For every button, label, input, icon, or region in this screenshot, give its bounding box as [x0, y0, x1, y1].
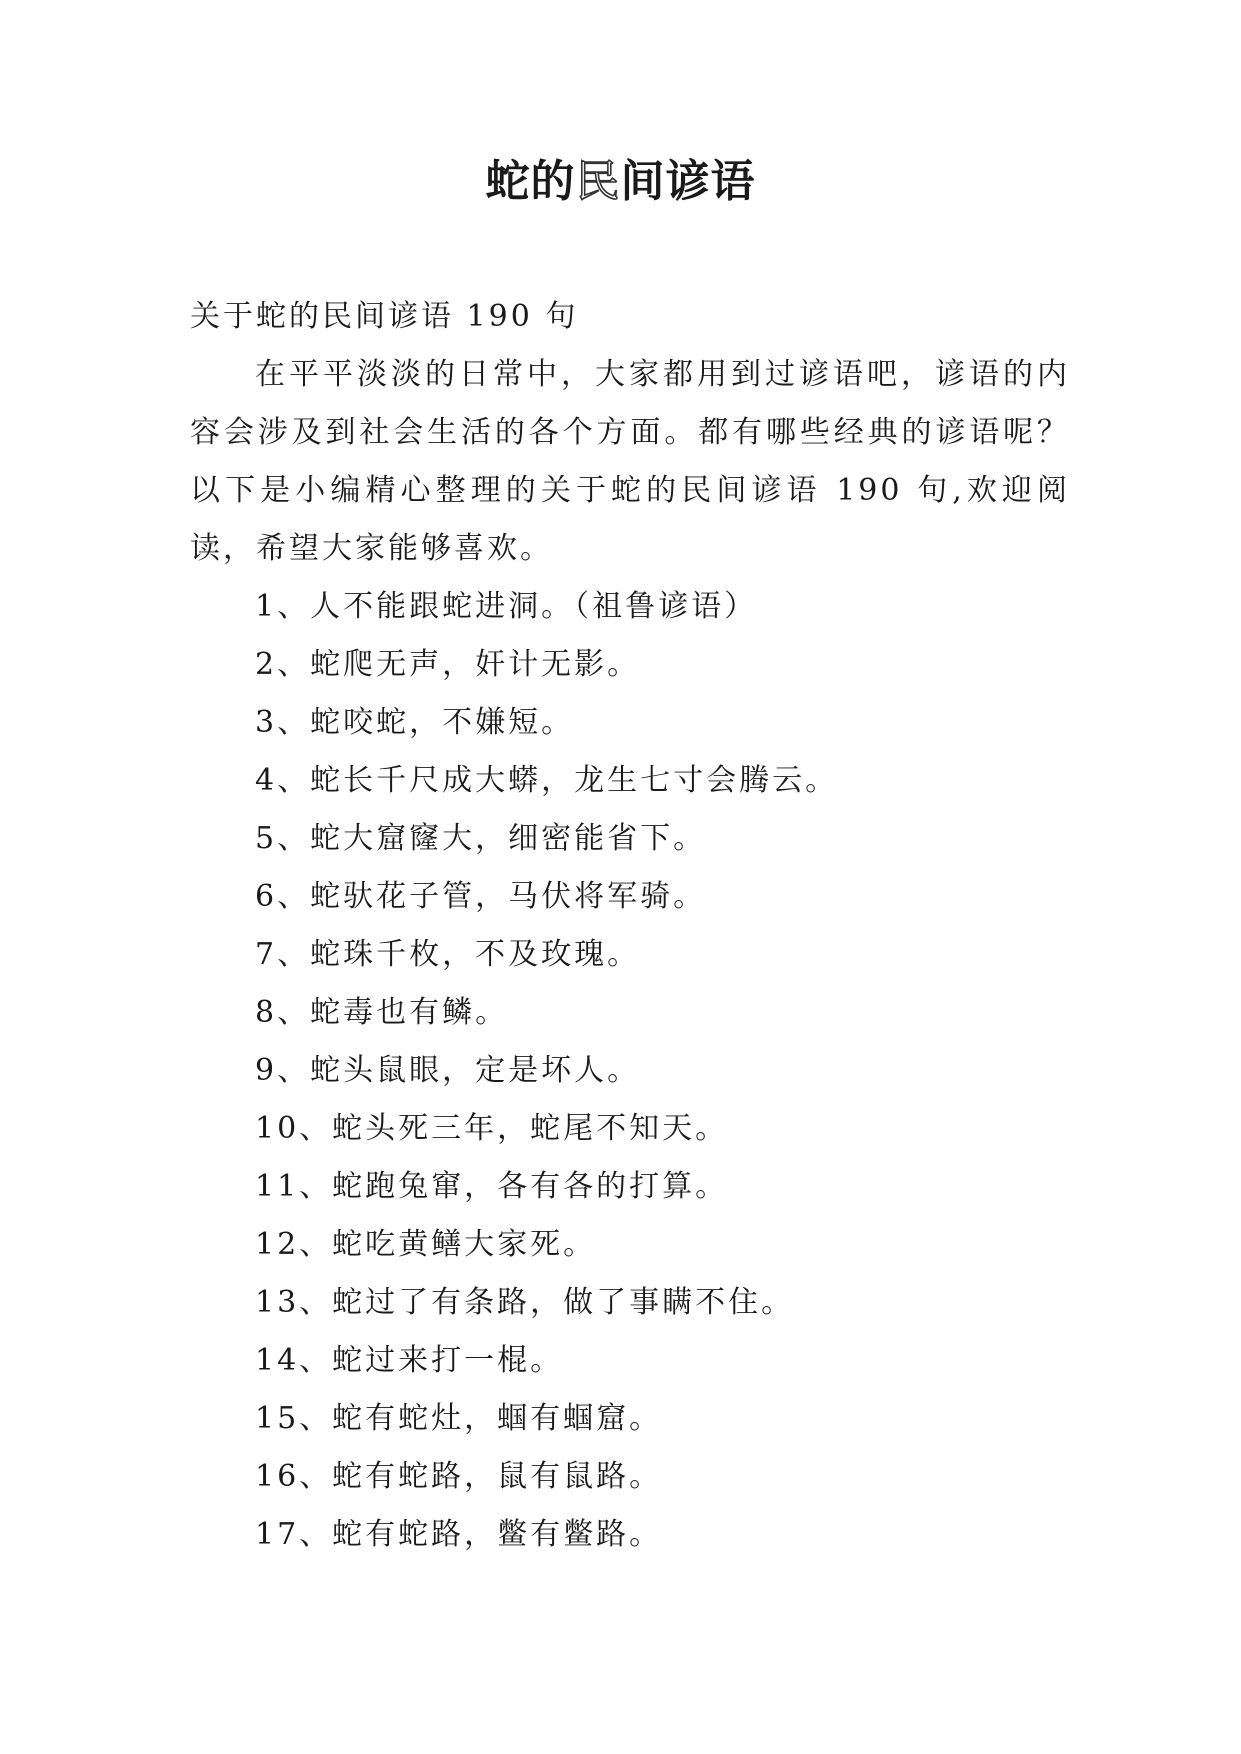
list-item: 9、蛇头鼠眼，定是坏人。 [255, 1053, 641, 1088]
title-part-2: 间谚语 [620, 156, 756, 207]
list-item: 7、蛇珠千枚，不及玫瑰。 [255, 937, 641, 972]
list-item: 14、蛇过来打一棍。 [255, 1343, 564, 1378]
list-item: 16、蛇有蛇路，鼠有鼠路。 [255, 1459, 663, 1494]
list-item: 4、蛇长千尺成大蟒，龙生七寸会腾云。 [255, 763, 839, 798]
document-title [0, 152, 1241, 212]
list-item: 1、人不能跟蛇进洞。（祖鲁谚语） [255, 589, 758, 624]
intro-paragraph: 在平平淡淡的日常中，大家都用到过谚语吧，谚语的内容会涉及到社会生活的各个方面。都有哪些经典的谚语呢？以下是小编精心整理的关于蛇的民间谚语 190 句,欢迎阅读，希望大家能够喜欢。 [190, 357, 1070, 566]
document-body [190, 288, 1070, 1564]
list-item: 6、蛇驮花子管，马伏将军骑。 [255, 879, 707, 914]
list-item: 13、蛇过了有条路，做了事瞒不住。 [255, 1285, 795, 1320]
title-highlight-char: 民 [575, 156, 621, 207]
list-item: 3、蛇咬蛇，不嫌短。 [255, 705, 575, 740]
list-item: 10、蛇头死三年，蛇尾不知天。 [255, 1111, 729, 1146]
list-item: 12、蛇吃黄鳝大家死。 [255, 1227, 597, 1262]
list-item: 17、蛇有蛇路，鳖有鳖路。 [255, 1517, 663, 1552]
list-item: 11、蛇跑兔窜，各有各的打算。 [255, 1169, 729, 1204]
list-item: 8、蛇毒也有鳞。 [255, 995, 509, 1030]
subtitle: 关于蛇的民间谚语 190 句 [190, 299, 579, 334]
list-item: 15、蛇有蛇灶，蝈有蝈窟。 [255, 1401, 663, 1436]
proverb-list [190, 578, 1070, 1564]
list-item: 5、蛇大窟窿大，细密能省下。 [255, 821, 707, 856]
title-part-1: 蛇的 [485, 156, 576, 207]
list-item: 2、蛇爬无声，奸计无影。 [255, 647, 641, 682]
